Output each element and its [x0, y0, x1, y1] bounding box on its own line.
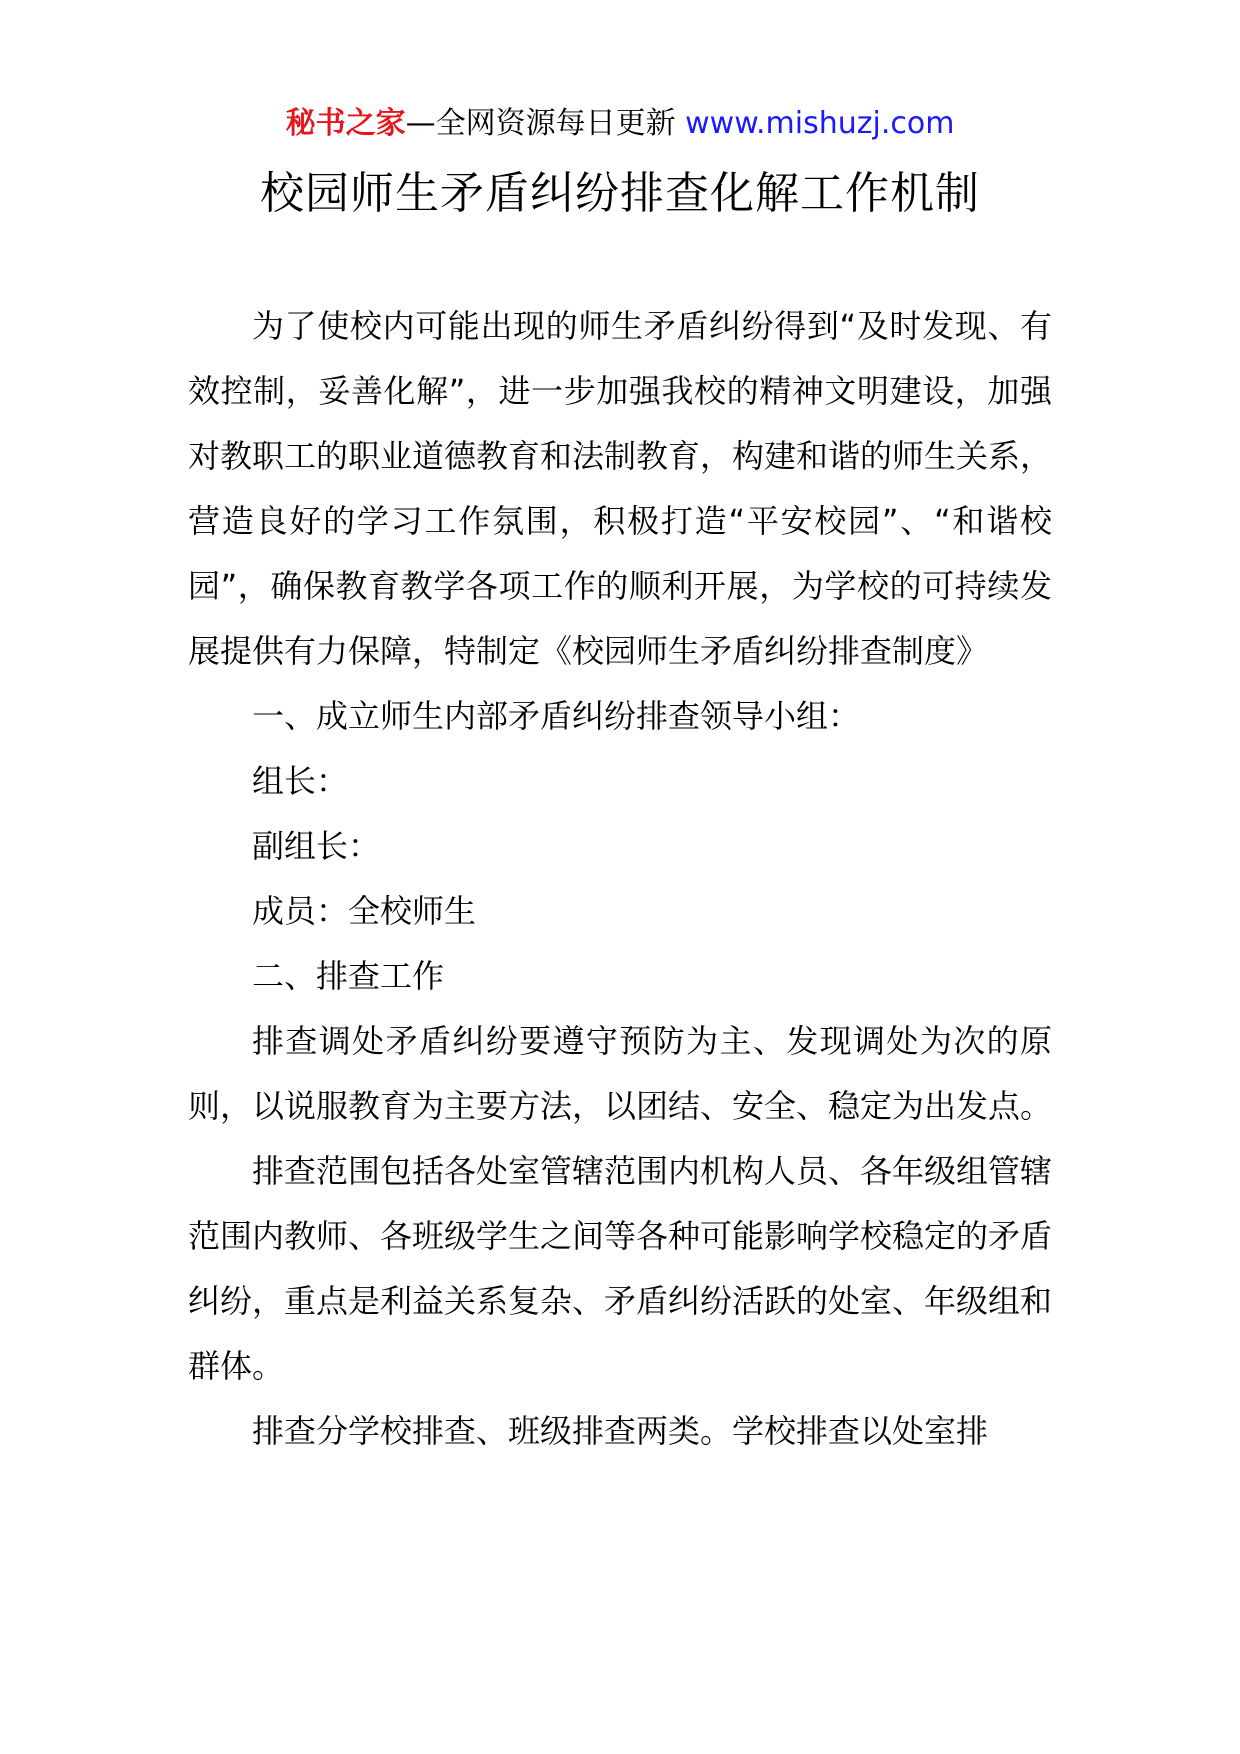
header-tagline: —全网资源每日更新 [405, 106, 676, 141]
site-header [0, 100, 1240, 148]
document-body [188, 294, 1052, 1464]
section-heading: 一、成立师生内部矛盾纠纷排查领导小组： [252, 697, 861, 735]
paragraph: 组长： [252, 762, 349, 800]
paragraph: 成员：全校师生 [252, 892, 477, 930]
paragraph: 排查调处矛盾纠纷要遵守预防为主、发现调处为次的原则，以说服教育为主要方法，以团结、安全、稳定为出发点。 [188, 1022, 1053, 1125]
paragraph: 排查范围包括各处室管辖范围内机构人员、各年级组管辖范围内教师、各班级学生之间等各种可能影响学校稳定的矛盾纠纷，重点是利益关系复杂、矛盾纠纷活跃的处室、年级组和群体。 [188, 1152, 1053, 1385]
brand-name: 秘书之家 [285, 106, 406, 141]
paragraph: 为了使校内可能出现的师生矛盾纠纷得到“及时发现、有效控制，妥善化解”，进一步加强我校的精神文明建设，加强对教职工的职业道德教育和法制教育，构建和谐的师生关系，营造良好的学习工作氛围，积极打造“平安校园”、“和谐校园”，确保教育教学各项工作的顺利开展，为学校的可持续发展提供有力保障，特制定《校园师生矛盾纠纷排查制度》 [188, 307, 1053, 670]
paragraph: 副组长： [252, 827, 381, 865]
document-title: 校园师生矛盾纠纷排查化解工作机制 [260, 168, 980, 219]
paragraph: 排查分学校排查、班级排查两类。学校排查以处室排 [252, 1412, 989, 1450]
section-heading: 二、排查工作 [252, 957, 445, 995]
site-link[interactable]: www.mishuzj.com [685, 106, 955, 141]
